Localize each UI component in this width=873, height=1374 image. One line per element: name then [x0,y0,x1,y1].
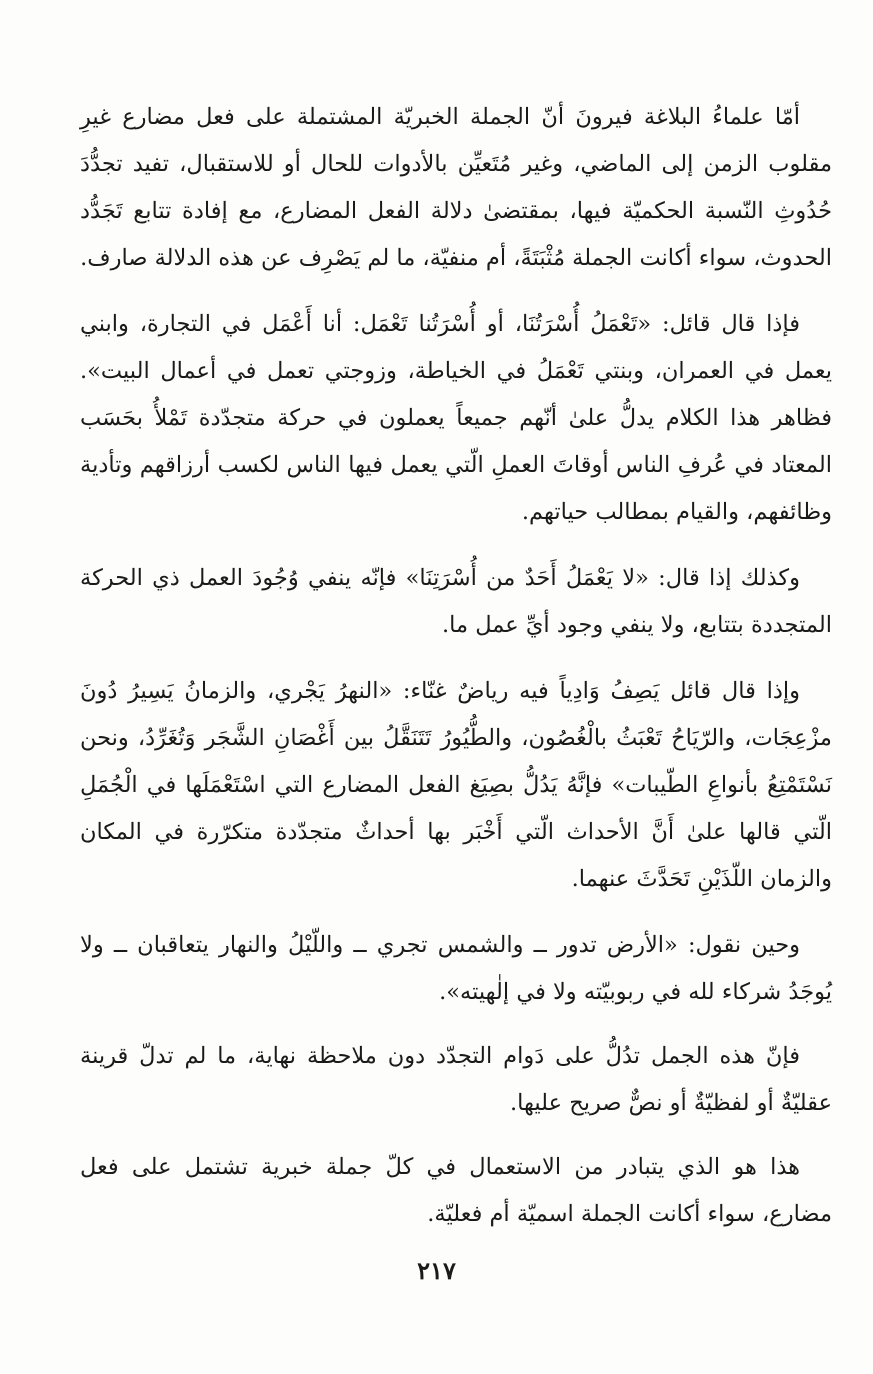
body-text [80,94,832,1257]
paragraph-2: فإذا قال قائل: «تَعْمَلُ أُسْرَتُنَا، أو أُسْرَتُنا تَعْمَل: أنا أَعْمَل في التجارة، وابني يعمل في العمران، وبنتي تَعْمَلُ في الخياطة، وزوجتي تعمل في أعمال البيت». فظاهر هذا الكلام يدلُّ علىٰ أنّهم جميعاً يعملون في حركة متجدّدة تَمْلأُ بحَسَب المعتاد في عُرفِ الناس أوقاتَ العملِ الّتي يعمل فيها الناس لكسب أرزاقهم وتأدية وظائفهم، والقيام بمطالب حياتهم. [80,311,832,525]
paragraph-4: وإذا قال قائل يَصِفُ وَادِياً فيه رياضٌ غنّاء: «النهرُ يَجْري، والزمانُ يَسِيرُ دُونَ مزْعِجَات، والرّيَاحُ تَعْبَثُ بالْغُصُون، والطُّيُورُ تَتَنَقَّلُ بين أَغْصَانِ الشَّجَر وَتُغَرِّدُ، ونحن نَسْتَمْتِعُ بأنواعِ الطّيبات» فإنَّهُ يَدُلُّ بصِيَغ الفعل المضارع التي اسْتَعْمَلَها في الْجُمَلِ الّتي قالها علىٰ أَنَّ الأحداث الّتي أَخْبَر بها أحداثٌ متجدّدة متكرّرة في المكان والزمان اللّذَيْنِ تَحَدَّثَ عنهما. [80,678,832,892]
paragraph-5: وحين نقول: «الأرض تدور ــ والشمس تجري ــ واللّيْلُ والنهار يتعاقبان ــ ولا يُوجَدُ شركاء لله في ربوبيّته ولا في إلٰهيته». [80,932,832,1005]
paragraph-6: فإنّ هذه الجمل تدُلُّ على دَوام التجدّد دون ملاحظة نهاية، ما لم تدلّ قرينة عقليّةٌ أو لفظيّةٌ أو نصٌّ صريح عليها. [80,1043,832,1116]
page-number: ٢١٧ [417,1256,456,1285]
paragraph-7: هذا هو الذي يتبادر من الاستعمال في كلّ جملة خبرية تشتمل على فعل مضارع، سواء أكانت الجملة اسميّة أم فعليّة. [80,1154,832,1227]
paragraph-3: وكذلك إذا قال: «لا يَعْمَلُ أَحَدٌ من أُسْرَتِنَا» فإنّه ينفي وُجُودَ العمل ذي الحركة المتجددة بتتابع، ولا ينفي وجود أيِّ عمل ما. [80,565,832,638]
paragraph-1: أمّا علماءُ البلاغة فيرونَ أنّ الجملة الخبريّة المشتملة على فعل مضارع غيرِ مقلوب الزمن إلى الماضي، وغير مُتَعيِّن بالأدوات للحال أو للاستقبال، تفيد تجدُّدَ حُدُوثِ النّسبة الحكميّة فيها، بمقتضىٰ دلالة الفعل المضارع، مع إفادة تتابع تَجَدُّد الحدوث، سواء أكانت الجملة مُثْبَتَةً، أم منفيّة، ما لم يَصْرِف عن هذه الدلالة صارف. [80,104,833,271]
